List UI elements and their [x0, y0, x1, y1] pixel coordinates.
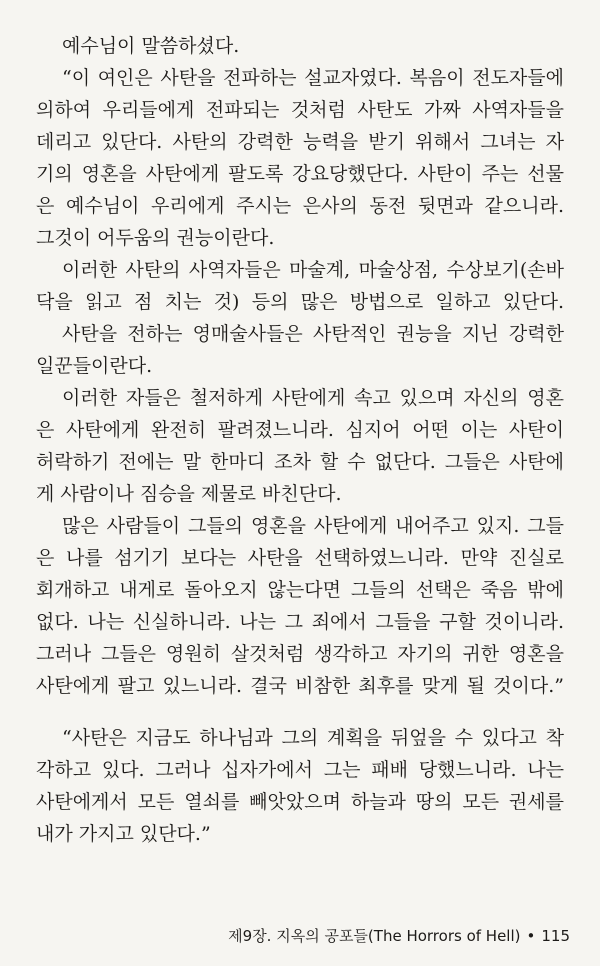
text-line: 은 사탄에게 완전히 팔려졌느니라. 심지어 어떤 이는 사탄이 [36, 419, 564, 441]
section-gap [36, 702, 564, 722]
text-line: 그러나 그들은 영원히 살것처럼 생각하고 자기의 귀한 영혼을 [36, 643, 564, 665]
footer-bullet: • [526, 927, 536, 945]
text-line: 그것이 어두움의 권능이란다. [36, 227, 275, 249]
page-footer [228, 925, 570, 946]
text-line: “이 여인은 사탄을 전파하는 설교자였다. 복음이 전도자들에 [62, 67, 564, 89]
text-line: 이러한 자들은 철저하게 사탄에게 속고 있으며 자신의 영혼 [62, 387, 564, 409]
text-line: 닥을 읽고 점 치는 것) 등의 많은 방법으로 일하고 있단다. [36, 291, 564, 313]
text-line: 회개하고 내게로 돌아오지 않는다면 그들의 선택은 죽음 밖에 [36, 579, 564, 601]
text-line: 예수님이 말씀하셨다. [62, 35, 240, 57]
text-line: 사탄을 전하는 영매술사들은 사탄적인 권능을 지닌 강력한 [62, 323, 564, 345]
text-line: 이러한 사탄의 사역자들은 마술계, 마술상점, 수상보기(손바 [62, 259, 564, 281]
text-line: “사탄은 지금도 하나님과 그의 계획을 뒤엎을 수 있다고 착 [62, 727, 564, 749]
text-line: 기의 영혼을 사탄에게 팔도록 강요당했단다. 사탄이 주는 선물 [36, 163, 564, 185]
text-line: 내가 가지고 있단다.” [36, 823, 211, 845]
text-line: 게 사람이나 짐승을 제물로 바친단다. [36, 483, 342, 505]
chapter-title: 제9장. 지옥의 공포들(The Horrors of Hell) [228, 927, 521, 945]
paragraph-block-1 [36, 30, 564, 702]
text-line: 없다. 나는 신실하니라. 나는 그 죄에서 그들을 구할 것이니라. [36, 611, 564, 633]
text-line: 은 예수님이 우리에게 주시는 은사의 동전 뒷면과 같으니라. [36, 195, 564, 217]
page-number: 115 [541, 927, 570, 945]
text-line: 일꾼들이란다. [36, 355, 153, 377]
text-line: 데리고 있단다. 사탄의 강력한 능력을 받기 위해서 그녀는 자 [36, 131, 564, 153]
text-line: 허락하기 전에는 말 한마디 조차 할 수 없단다. 그들은 사탄에 [36, 451, 564, 473]
text-line: 은 나를 섬기기 보다는 사탄을 선택하였느니라. 만약 진실로 [36, 547, 564, 569]
page-body [36, 30, 564, 850]
text-line: 의하여 우리들에게 전파되는 것처럼 사탄도 가짜 사역자들을 [36, 99, 564, 121]
text-line: 많은 사람들이 그들의 영혼을 사탄에게 내어주고 있지. 그들 [62, 515, 564, 537]
text-line: 사탄에게서 모든 열쇠를 빼앗았으며 하늘과 땅의 모든 권세를 [36, 791, 564, 813]
paragraph-block-2 [36, 722, 564, 850]
text-line: 사탄에게 팔고 있느니라. 결국 비참한 최후를 맞게 될 것이다.” [36, 675, 564, 697]
text-line: 각하고 있다. 그러나 십자가에서 그는 패배 당했느니라. 나는 [36, 759, 564, 781]
